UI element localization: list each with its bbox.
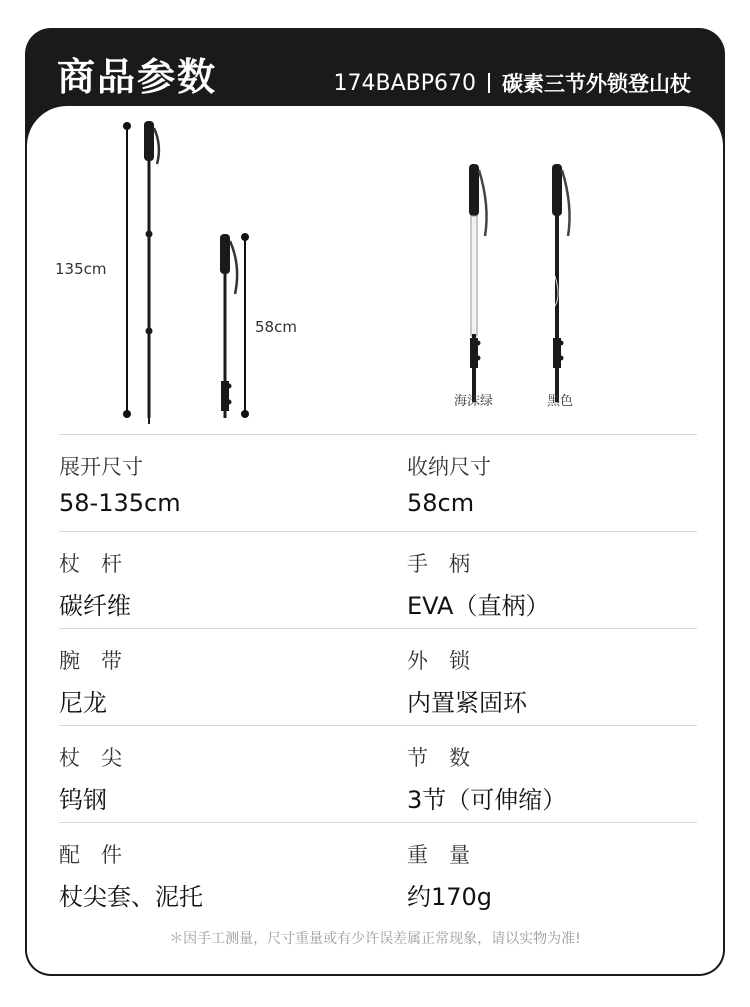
spec-value: 58-135cm [59,489,181,517]
spec-value: 约170g [407,883,493,911]
spec-table [59,434,697,919]
spec-row [59,434,697,531]
extended-pole-icon [144,121,159,424]
dimension-dot [241,410,249,418]
header-bar [25,28,725,110]
color-label-seafoam: 海沫绿 [454,394,494,409]
spec-label: 外 锁 [407,649,470,673]
spec-value: 碳纤维 [59,592,131,620]
disclaimer-note: ＊因手工测量，尺寸重量或有少许误差属正常现象，请以实物为准! [169,931,581,947]
spec-row [59,725,697,822]
spec-label: 配 件 [59,843,122,867]
spec-value: 3节（可伸缩） [407,786,567,814]
product-subtitle [334,68,691,98]
spec-label: 杖 杆 [59,552,122,576]
spec-row [59,822,697,919]
spec-label: 腕 带 [59,649,122,673]
color-label-black: 黑色 [547,394,574,409]
spec-value: 杖尖套、泥托 [59,883,203,911]
page-title: 商品参数 [57,55,218,99]
spec-value: EVA（直柄） [407,592,550,620]
spec-value: 内置紧固环 [407,689,527,717]
spec-label: 杖 尖 [59,746,122,770]
spec-row [59,531,697,628]
dimension-dot [123,122,131,130]
black-pole-icon [552,164,570,402]
spec-label: 节 数 [407,746,470,770]
dimension-dot [123,410,131,418]
product-illustration [27,106,723,436]
spec-value: 尼龙 [59,689,107,717]
poles-diagram [27,106,723,436]
spec-card [25,28,725,976]
divider [488,73,490,93]
seafoam-pole-icon [469,164,487,402]
collapsed-length-label: 58cm [255,318,297,336]
collapsed-pole-icon [220,234,237,418]
spec-value: 钨钢 [59,786,107,814]
product-name: 碳素三节外锁登山杖 [502,72,691,96]
spec-value: 58cm [407,489,475,517]
spec-label: 收纳尺寸 [407,455,491,479]
dimension-dot [241,233,249,241]
spec-row [59,628,697,725]
spec-label: 展开尺寸 [59,455,143,479]
content-panel [27,106,723,974]
spec-label: 手 柄 [407,552,470,576]
spec-label: 重 量 [407,843,470,867]
model-number: 174BABP670 [333,70,476,96]
extended-length-label: 135cm [55,260,107,278]
